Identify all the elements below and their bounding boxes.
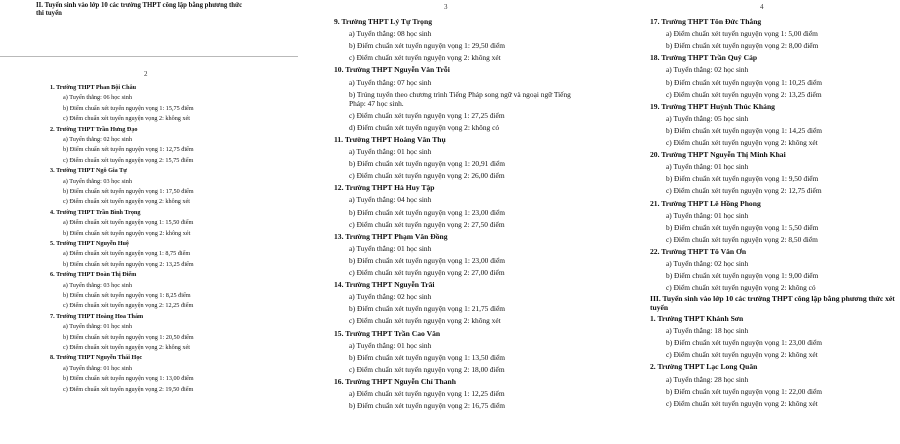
school-item: a) Tuyển thẳng: 01 học sinh <box>63 323 132 331</box>
school-item: c) Điểm chuẩn xét tuyển nguyện vọng 2: 19,50 điểm <box>63 385 194 393</box>
section-heading: III. Tuyển sinh vào lớp 10 các trường THPT công lập bằng phương thức xét tuyển <box>650 294 895 312</box>
school-item: b) Điểm chuẩn xét tuyển nguyện vọng 2: 13,25 điểm <box>63 260 194 268</box>
school-item: a) Tuyển thẳng: 04 học sinh <box>349 195 432 205</box>
school-item: a) Tuyển thẳng: 01 học sinh <box>63 364 132 372</box>
school-item: c) Điểm chuẩn xét tuyển nguyện vọng 2: không xét <box>666 350 818 360</box>
school-item: b) Điểm chuẩn xét tuyển nguyện vọng 1: 12,75 điểm <box>63 146 194 154</box>
school-item: b) Điểm chuẩn xét tuyển nguyện vọng 1: 29,50 điểm <box>349 41 505 51</box>
school-heading: 5. Trường THPT Nguyễn Huệ <box>50 240 129 247</box>
school-item: a) Điểm chuẩn xét tuyển nguyện vọng 1: 8,75 điểm <box>63 250 191 258</box>
school-item: a) Tuyển thẳng: 03 học sinh <box>63 281 132 289</box>
school-item: a) Tuyển thẳng: 03 học sinh <box>63 177 132 185</box>
school-heading: 9. Trường THPT Lý Tự Trọng <box>334 17 433 26</box>
school-item: b) Điểm chuẩn xét tuyển nguyện vọng 1: 9,00 điểm <box>666 271 819 281</box>
school-item: a) Tuyển thẳng: 02 học sinh <box>63 136 132 143</box>
school-item: b) Điểm chuẩn xét tuyển nguyện vọng 1: 17,50 điểm <box>63 188 194 195</box>
section-title-line-2: thi tuyển <box>36 10 62 17</box>
school-item: b) Điểm chuẩn xét tuyển nguyện vọng 1: 23,00 điểm <box>349 255 505 265</box>
page-column-3 <box>300 0 600 444</box>
school-heading: 14. Trường THPT Nguyễn Trãi <box>334 280 435 290</box>
school-heading: 18. Trường THPT Trần Quý Cáp <box>650 53 758 63</box>
school-heading: 22. Trường THPT Tô Văn Ơn <box>650 246 747 256</box>
school-item: a) Tuyển thẳng: 01 học sinh <box>349 340 432 350</box>
school-heading: 15. Trường THPT Trần Cao Vân <box>334 328 441 338</box>
school-item: a) Điểm chuẩn xét tuyển nguyện vọng 1: 15,50 điểm <box>63 219 194 227</box>
school-item: a) Tuyển thẳng: 02 học sinh <box>666 65 749 75</box>
section-title <box>36 2 242 18</box>
school-item: a) Tuyển thẳng: 02 học sinh <box>666 259 749 268</box>
page-column-2 <box>0 0 300 444</box>
school-heading: 8. Trường THPT Nguyễn Thái Học <box>50 354 143 362</box>
school-item: b) Điểm chuẩn xét tuyển nguyện vọng 2: không xét <box>63 229 191 237</box>
page-column-4 <box>600 0 900 444</box>
school-item: b) Điểm chuẩn xét tuyển nguyện vọng 1: 9,50 điểm <box>666 174 819 184</box>
page-number: 3 <box>444 3 448 11</box>
school-item: b) Điểm chuẩn xét tuyển nguyện vọng 1: 22,00 điểm <box>666 386 822 396</box>
school-item: c) Điểm chuẩn xét tuyển nguyện vọng 2: không xét <box>349 316 501 326</box>
school-item: c) Điểm chuẩn xét tuyển nguyện vọng 2: 15,75 điểm <box>63 156 194 164</box>
school-heading: 17. Trường THPT Tôn Đức Thắng <box>650 17 762 26</box>
school-item: c) Điểm chuẩn xét tuyển nguyện vọng 2: không có <box>666 283 816 293</box>
school-heading: 3. Trường THPT Ngô Gia Tự <box>50 167 127 175</box>
school-item: c) Điểm chuẩn xét tuyển nguyện vọng 2: không xét <box>63 344 190 351</box>
school-heading: 11. Trường THPT Hoàng Văn Thụ <box>334 134 446 144</box>
section-title-line-1: II. Tuyển sinh vào lớp 10 các trường THPT công lập bằng phương thức <box>36 2 243 9</box>
school-item: a) Tuyển thẳng: 18 học sinh <box>666 326 749 336</box>
school-item: c) Điểm chuẩn xét tuyển nguyện vọng 2: không xét <box>63 198 190 206</box>
school-item: c) Điểm chuẩn xét tuyển nguyện vọng 2: không xét <box>63 115 190 123</box>
school-heading: 6. Trường THPT Đoàn Thị Điểm <box>50 271 137 279</box>
school-item: b) Điểm chuẩn xét tuyển nguyện vọng 1: 20,50 điểm <box>63 333 194 341</box>
school-item: b) Điểm chuẩn xét tuyển nguyện vọng 1: 15,75 điểm <box>63 104 194 112</box>
school-item: b) Điểm chuẩn xét tuyển nguyện vọng 1: 13,00 điểm <box>63 375 194 383</box>
school-item: b) Điểm chuẩn xét tuyển nguyện vọng 1: 14,25 điểm <box>666 125 822 135</box>
school-item: a) Tuyển thẳng: 01 học sinh <box>666 162 749 172</box>
school-item: b) Trúng tuyển theo chương trình Tiếng Pháp song ngữ và ngoại ngữ Tiếng Pháp: 47 học sinh. <box>349 89 571 108</box>
school-item: b) Điểm chuẩn xét tuyển nguyện vọng 1: 13,50 điểm <box>349 352 505 362</box>
school-item: a) Điểm chuẩn xét tuyển nguyện vọng 1: 12,25 điểm <box>349 389 505 399</box>
school-heading: 1. Trường THPT Phan Bội Châu <box>50 84 137 91</box>
page-number: 2 <box>144 70 148 78</box>
school-item: c) Điểm chuẩn xét tuyển nguyện vọng 2: 27,00 điểm <box>349 268 505 278</box>
school-item: d) Điểm chuẩn xét tuyển nguyện vọng 2: không có <box>349 122 500 132</box>
school-heading: 19. Trường THPT Huỳnh Thúc Kháng <box>650 101 775 111</box>
school-item: b) Điểm chuẩn xét tuyển nguyện vọng 1: 5,50 điểm <box>666 222 819 232</box>
school-item: c) Điểm chuẩn xét tuyển nguyện vọng 2: 8,50 điểm <box>666 234 818 244</box>
school-item: a) Tuyển thẳng: 01 học sinh <box>666 210 749 220</box>
school-item: b) Điểm chuẩn xét tuyển nguyện vọng 1: 20,91 điểm <box>349 159 505 169</box>
school-heading: 10. Trường THPT Nguyễn Văn Trỗi <box>334 65 450 75</box>
school-item: a) Điểm chuẩn xét tuyển nguyện vọng 1: 5,00 điểm <box>666 29 818 39</box>
school-item: c) Điểm chuẩn xét tuyển nguyện vọng 2: không xét <box>349 53 501 63</box>
school-heading: 2. Trường THPT Trần Hưng Đạo <box>50 125 138 133</box>
school-item: b) Điểm chuẩn xét tuyển nguyện vọng 1: 8,25 điểm <box>63 292 191 299</box>
school-item: a) Tuyển thẳng: 01 học sinh <box>349 243 432 253</box>
school-item: a) Tuyển thẳng: 05 học sinh <box>666 113 749 123</box>
school-heading: 16. Trường THPT Nguyễn Chí Thanh <box>334 376 457 386</box>
school-item: a) Tuyển thẳng: 08 học sinh <box>349 29 432 39</box>
school-item: b) Điểm chuẩn xét tuyển nguyện vọng 2: 16,75 điểm <box>349 401 505 411</box>
school-item: b) Điểm chuẩn xét tuyển nguyện vọng 1: 21,75 điểm <box>349 304 505 314</box>
school-item: a) Tuyển thẳng: 02 học sinh <box>349 292 432 302</box>
school-item: c) Điểm chuẩn xét tuyển nguyện vọng 2: 18,00 điểm <box>349 364 505 374</box>
school-item: a) Tuyển thẳng: 07 học sinh <box>349 77 432 87</box>
school-item: b) Điểm chuẩn xét tuyển nguyện vọng 2: 8,00 điểm <box>666 41 819 51</box>
school-item: a) Tuyển thẳng: 06 học sinh <box>63 94 132 102</box>
school-item: b) Điểm chuẩn xét tuyển nguyện vọng 1: 10,25 điểm <box>666 77 822 87</box>
school-heading: 2. Trường THPT Lạc Long Quân <box>650 362 758 372</box>
school-item: c) Điểm chuẩn xét tuyển nguyện vọng 1: 27,25 điểm <box>349 110 505 120</box>
school-heading: 20. Trường THPT Nguyễn Thị Minh Khai <box>650 150 786 160</box>
school-item: c) Điểm chuẩn xét tuyển nguyện vọng 2: 12,75 điểm <box>666 186 822 196</box>
school-item: c) Điểm chuẩn xét tuyển nguyện vọng 2: 12,25 điểm <box>63 302 194 310</box>
page-number: 4 <box>760 3 764 11</box>
school-heading: 21. Trường THPT Lê Hồng Phong <box>650 198 761 208</box>
school-item: b) Điểm chuẩn xét tuyển nguyện vọng 1: 23,00 điểm <box>666 338 822 348</box>
school-item: c) Điểm chuẩn xét tuyển nguyện vọng 2: không xét <box>666 398 818 408</box>
school-heading: 13. Trường THPT Phạm Văn Đồng <box>334 231 448 241</box>
school-item: c) Điểm chuẩn xét tuyển nguyện vọng 2: không xét <box>666 138 818 147</box>
school-heading: 4. Trường THPT Trần Bình Trọng <box>50 208 141 216</box>
school-item: a) Tuyển thẳng: 28 học sinh <box>666 374 749 384</box>
school-item: c) Điểm chuẩn xét tuyển nguyện vọng 2: 27,50 điểm <box>349 219 505 229</box>
school-item: b) Điểm chuẩn xét tuyển nguyện vọng 1: 23,00 điểm <box>349 207 505 217</box>
school-item: c) Điểm chuẩn xét tuyển nguyện vọng 2: 26,00 điểm <box>349 171 505 181</box>
school-heading: 1. Trường THPT Khánh Sơn <box>650 314 744 324</box>
school-item: c) Điểm chuẩn xét tuyển nguyện vọng 2: 13,25 điểm <box>666 89 822 99</box>
school-heading: 12. Trường THPT Hà Huy Tập <box>334 183 435 193</box>
school-heading: 7. Trường THPT Hoàng Hoa Thám <box>50 312 144 320</box>
page-divider <box>0 56 298 57</box>
school-item: a) Tuyển thẳng: 01 học sinh <box>349 147 432 157</box>
